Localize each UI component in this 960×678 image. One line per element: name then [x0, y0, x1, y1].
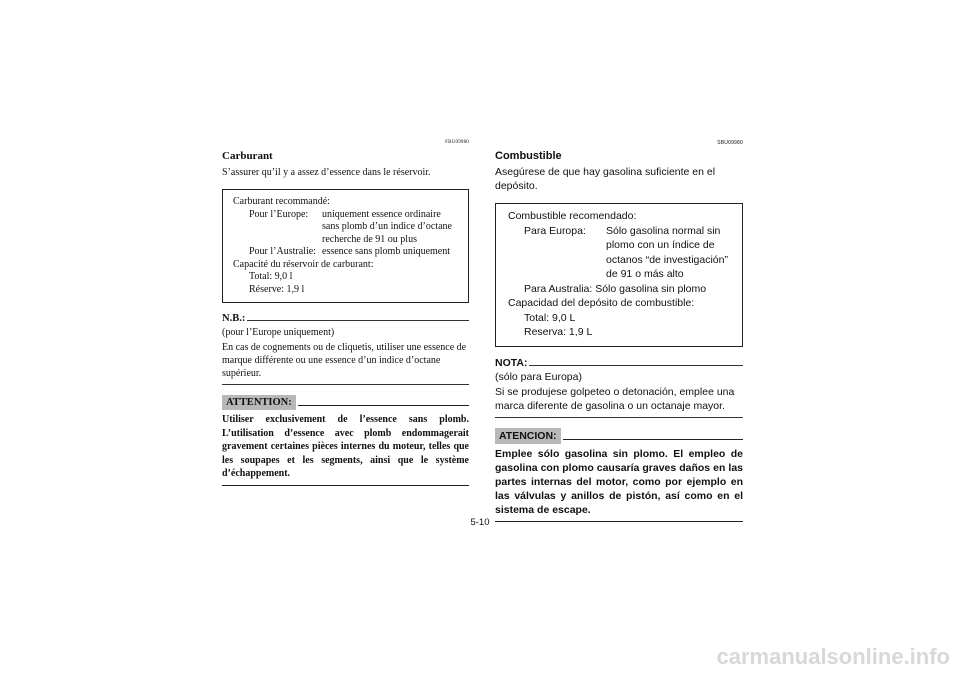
- attention-text: Emplee sólo gasolina sin plomo. El empleo de gasolina con plomo causaría graves daños en las partes internas del motor, como por ejemplo en las válvulas y anillos de pistón, así como en el sistema de escape.: [495, 448, 743, 516]
- europe-row: [233, 209, 458, 247]
- note-scope: (pour l’Europe uniquement): [222, 327, 335, 338]
- europe-label: Pour l’Europe:: [249, 208, 309, 220]
- europe-label: Para Europa:: [524, 224, 586, 237]
- attention-end-rule: [222, 485, 469, 486]
- australia-value: essence sans plomb uniquement: [322, 246, 451, 257]
- europe-value: Sólo gasolina normal sin plomo con un índice de octanos “de investigación” de 91 o más alto: [606, 224, 728, 280]
- note-end-rule: [495, 417, 743, 418]
- attention-end-rule: [495, 521, 743, 522]
- box-heading: Carburant recommandé:: [233, 196, 330, 207]
- note-header: [495, 357, 743, 369]
- note-text: En cas de cognements ou de cliquetis, utiliser une essence de marque différente ou une essence d’un indice d’octane supérieur.: [222, 342, 467, 379]
- note-end-rule: [222, 384, 469, 385]
- europe-value: uniquement essence ordinaire sans plomb d’un indice d’octane recherche de 91 ou plus: [322, 208, 452, 245]
- intro-text: S’assurer qu’il y a assez d’essence dans le réservoir.: [222, 167, 431, 178]
- capacity-reserve: Reserva: 1,9 L: [524, 326, 593, 338]
- note-rule: [529, 365, 743, 366]
- attention-header: [222, 395, 469, 410]
- box-heading: Combustible recomendado:: [508, 210, 637, 222]
- attention-text: Utiliser exclusivement de l’essence sans plomb. L’utilisation d’essence avec plomb endommagerait gravement certaines pièces internes du moteur, telles que les soupapes et les segments, ainsi que le système d’échappement.: [222, 414, 469, 479]
- capacity-heading: Capacité du réservoir de carburant:: [233, 258, 374, 270]
- attention-header: [495, 428, 743, 444]
- watermark: carmanualsonline.info: [716, 644, 950, 669]
- section-title: Carburant: [222, 150, 273, 162]
- section-title: Combustible: [495, 150, 562, 162]
- attention-label: ATENCION:: [495, 428, 561, 444]
- note-rule: [247, 320, 469, 321]
- capacity-total: Total: 9,0 l: [249, 271, 293, 282]
- intro-text: Asegúrese de que hay gasolina suficiente en el depósito.: [495, 166, 716, 192]
- europe-row: [508, 224, 732, 282]
- note-text: Si se produjese golpeteo o detonación, emplee una marca diferente de gasolina o un octanaje mayor.: [495, 386, 735, 412]
- attention-rule: [298, 405, 469, 406]
- spanish-column: [495, 140, 743, 522]
- fuel-spec-box: [222, 189, 469, 303]
- section-code: SBU09980: [717, 140, 743, 146]
- fuel-spec-box: [495, 203, 743, 347]
- section-code: FBU09980: [445, 140, 469, 145]
- australia-row: Para Australia: Sólo gasolina sin plomo: [524, 282, 707, 295]
- capacity-reserve: Réserve: 1,9 l: [249, 283, 305, 295]
- attention-rule: [563, 439, 743, 440]
- french-column: [222, 140, 469, 486]
- note-header: [222, 313, 469, 324]
- capacity-heading: Capacidad del depósito de combustible:: [508, 297, 695, 309]
- capacity-total: Total: 9,0 L: [524, 311, 576, 324]
- note-scope: (sólo para Europa): [495, 370, 582, 383]
- australia-label: Pour l’Australie:: [249, 246, 316, 257]
- australia-row: [233, 246, 458, 259]
- note-label: N.B.:: [222, 313, 246, 324]
- note-label: NOTA:: [495, 356, 528, 369]
- attention-label: ATTENTION:: [222, 395, 296, 410]
- page-number: 5-10: [470, 517, 490, 528]
